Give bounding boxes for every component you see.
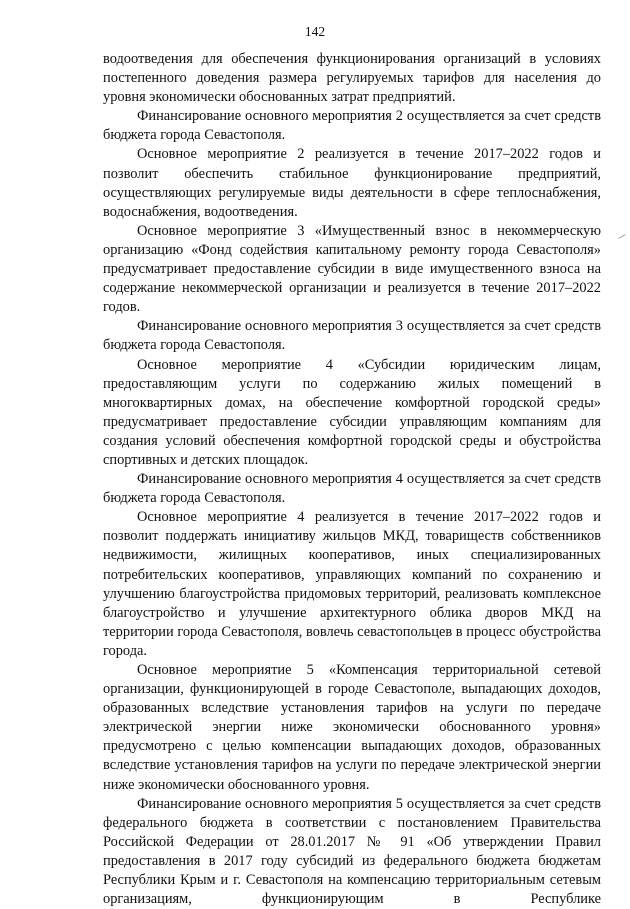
document-body [103,50,601,909]
paragraph-financing-2: Финансирование основного мероприятия 2 осуществляется за счет средств бюджета города Севастополя. [103,108,601,144]
margin-mark [618,234,625,239]
paragraph-measure-3: Основное мероприятие 3 «Имущественный взнос в некоммерческую организацию «Фонд содействия капитальному ремонту города Севастополя» предусматривает предоставление субсидии в виде имущественного взноса на содержание некоммерческой организации и реализуется в течение 2017–2022 годов. [103,222,601,316]
paragraph-measure-4-implementation: Основное мероприятие 4 реализуется в течение 2017–2022 годов и позволит поддержать инициативу жильцов МКД, товариществ собственников недвижимости, жилищных кооперативов, иных специализированных потребительских кооперативов, управляющих компаний по сохранению и улучшению благоустройства придомовых территорий, реализовать комплексное благоустройство и улучшение архитектурного облика дворов МКД на территории города Севастополя, вовлечь севастопольцев в процесс обустройства города. [103,509,601,659]
paragraph-financing-5: Финансирование основного мероприятия 5 осуществляется за счет средств федерального бюджета в соответствии с постановлением Правительства Российской Федерации от 28.01.2017 № 91 «Об утверждении Правил предоставления в 2017 году субсидий из федерального бюджета бюджетам Республики Крым и г. Севастополя на компенсацию территориальным сетевым организациям, функционирующим в Республике [103,795,601,908]
page-number: 142 [304,24,326,39]
paragraph-measure-2: Основное мероприятие 2 реализуется в течение 2017–2022 годов и позволит обеспечить стабильное функционирование предприятий, осуществляющих регулируемые виды деятельности в сфере теплоснабжения, водоснабжения, водоотведения. [103,146,601,220]
paragraph-measure-4: Основное мероприятие 4 «Субсидии юридическим лицам, предоставляющим услуги по содержанию жилых помещений в многоквартирных домах, на обеспечение комфортной городской среды» предусматривает предоставление субсидии управляющим компаниям для создания условий обеспечения комфортной городской среды и обустройства спортивных и детских площадок. [103,356,601,468]
paragraph-financing-4: Финансирование основного мероприятия 4 осуществляется за счет средств бюджета города Севастополя. [103,471,601,507]
paragraph-measure-5: Основное мероприятие 5 «Компенсация территориальной сетевой организации, функционирующей в городе Севастополе, выпадающих доходов, образованных вследствие установления тарифов на услуги по передаче электрической энергии ниже экономически обоснованного уровня» предусмотрено с целью компенсации выпадающих доходов, образованных вследствие установления тарифов на услуги по передаче электрической энергии ниже экономически обоснованного уровня. [103,662,601,793]
paragraph-financing-3: Финансирование основного мероприятия 3 осуществляется за счет средств бюджета города Севастополя. [103,318,601,354]
paragraph-continuation: водоотведения для обеспечения функционирования организаций в условиях постепенного доведения размера регулируемых тарифов для населения до уровня экономически обоснованных затрат предприятий. [103,51,601,106]
